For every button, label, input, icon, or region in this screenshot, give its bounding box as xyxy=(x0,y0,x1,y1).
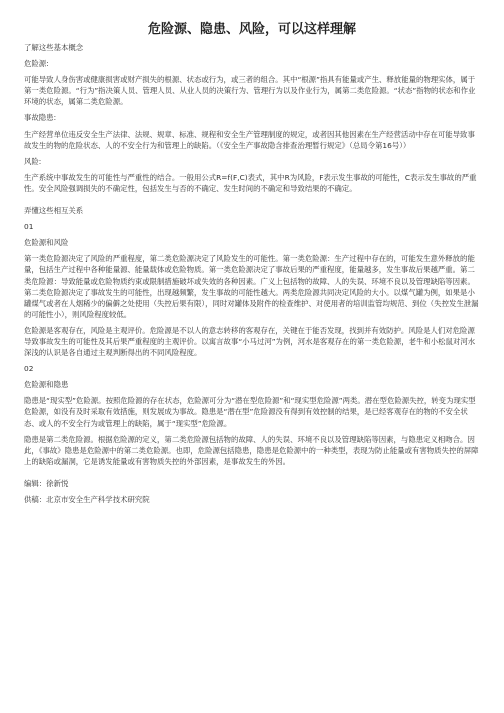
section-risk-body: 生产系统中事故发生的可能性与严重性的结合。一般用公式R=f(F,C)表式，其中R为风险，F表示发生事故的可能性，C表示发生事故的严重性。安全风险强调损失的不确定性，包括发生与否的不确定、发生时间的不确定和导致结果的不确定。 xyxy=(24,172,477,193)
section-hidden-danger-body: 生产经营单位违反安全生产法律、法规、规章、标准、规程和安全生产管理制度的规定，或者因其他因素在生产经营活动中存在可能导致事故发生的物的危险状态、人的不安全行为和管理上的缺陷。（《安全生产事故隐含排查治理暂行规定》（总局令第16号）） xyxy=(24,129,475,150)
subsection-hazard-hidden-danger-heading: 危险源和隐患 xyxy=(24,380,69,390)
subsection-hazard-hidden-danger-p1: 隐患是“现实型”危险源。按照危险源的存在状态，危险源可分为“潜在型危险源”和“现实型危险源”两类。潜在型危险源失控，转变为现实型危险源，如没有及时采取有效措施，则发展成为事故。隐患是“潜在型”危险源没有得到有效控制的结果，是已经客观存在的物的不安全状态、或人的不安全行为或管理上的缺陷，属于“现实型”危险源。 xyxy=(24,396,476,428)
subsection-hazard-risk-p1: 第一类危险源决定了风险的严重程度，第二类危险源决定了风险发生的可能性。第一类危险源：生产过程中存在的，可能发生意外释放的能量，包括生产过程中各种能量源、能量载体或危险物质。第一类危险源决定了事故后果的严重程度，能量越多，发生事故后果越严重。第二类危险源：导致能量或危险物质约束或限制措施破坏或失效的各种因素。广义上包括物的故障、人的失误、环境不良以及管理缺陷等因素。第二类危险源决定了事故发生的可能性，出现越频繁，发生事故的可能性越大。两类危险源共同决定风险的大小。以煤气罐为例，如果是小罐煤气或者在人烟稀少的偏僻之处使用（失控后果有限），同时对罐体及附件的检查维护、对使用者的培训监管均规范、到位（失控发生泄漏的可能性小），则风险程度较低。 xyxy=(24,254,479,319)
editor-credit: 编辑：徐新悦 xyxy=(24,478,69,488)
section-number-02: 02 xyxy=(24,364,34,374)
subsection-hazard-risk-heading: 危险源和风险 xyxy=(24,238,69,248)
intro-text: 了解这些基本概念 xyxy=(24,43,84,52)
relation-heading: 弄懂这些相互关系 xyxy=(24,206,84,216)
subsection-hazard-hidden-danger-p2: 隐患是第二类危险源。根据危险源的定义，第二类危险源包括物的故障、人的失误、环境不良以及管理缺陷等因素，与隐患定义相吻合。因此，《事故》隐患是危险源中的第二类危险源。也即，危险源包括隐患，隐患是危险源中的一种类型，表现为防止能量或有害物质失控的屏障上的缺陷或漏洞，它是诱发能量或有害物质失控的外部因素，是事故发生的外因。 xyxy=(24,434,479,466)
section-number-01: 01 xyxy=(24,222,34,232)
subsection-hazard-risk-p2: 危险源是客观存在，风险是主观评价。危险源是不以人的意志转移的客观存在，关键在于能否发现，找到并有效防护。风险是人们对危险源导致事故发生的可能性及其后果严重程度的主观评价。以寓言故事“小马过河”为例，河水是客观存在的第一类危险源，老牛和小松鼠对河水深浅的认识是各自通过主观判断得出的不同风险程度。 xyxy=(24,325,476,358)
source-credit: 供稿：北京市安全生产科学技术研究院 xyxy=(24,495,150,504)
section-hazard-body: 可能导致人身伤害或健康损害或财产损失的根源、状态或行为，或三者的组合。其中“根源”指具有能量或产生、释放能量的物理实体，属于第一类危险源。“行为”指决策人员、管理人员、从业人员的决策行为、管理行为以及作业行为，属第二类危险源。“状态”指物的状态和作业环境的状态，属第二类危险源。 xyxy=(24,75,476,107)
section-hazard-heading: 危险源: xyxy=(24,59,49,69)
section-hidden-danger-heading: 事故隐患: xyxy=(24,113,57,123)
section-risk-heading: 风险: xyxy=(24,156,42,166)
page-title: 危险源、隐患、风险，可以这样理解 xyxy=(147,22,356,37)
